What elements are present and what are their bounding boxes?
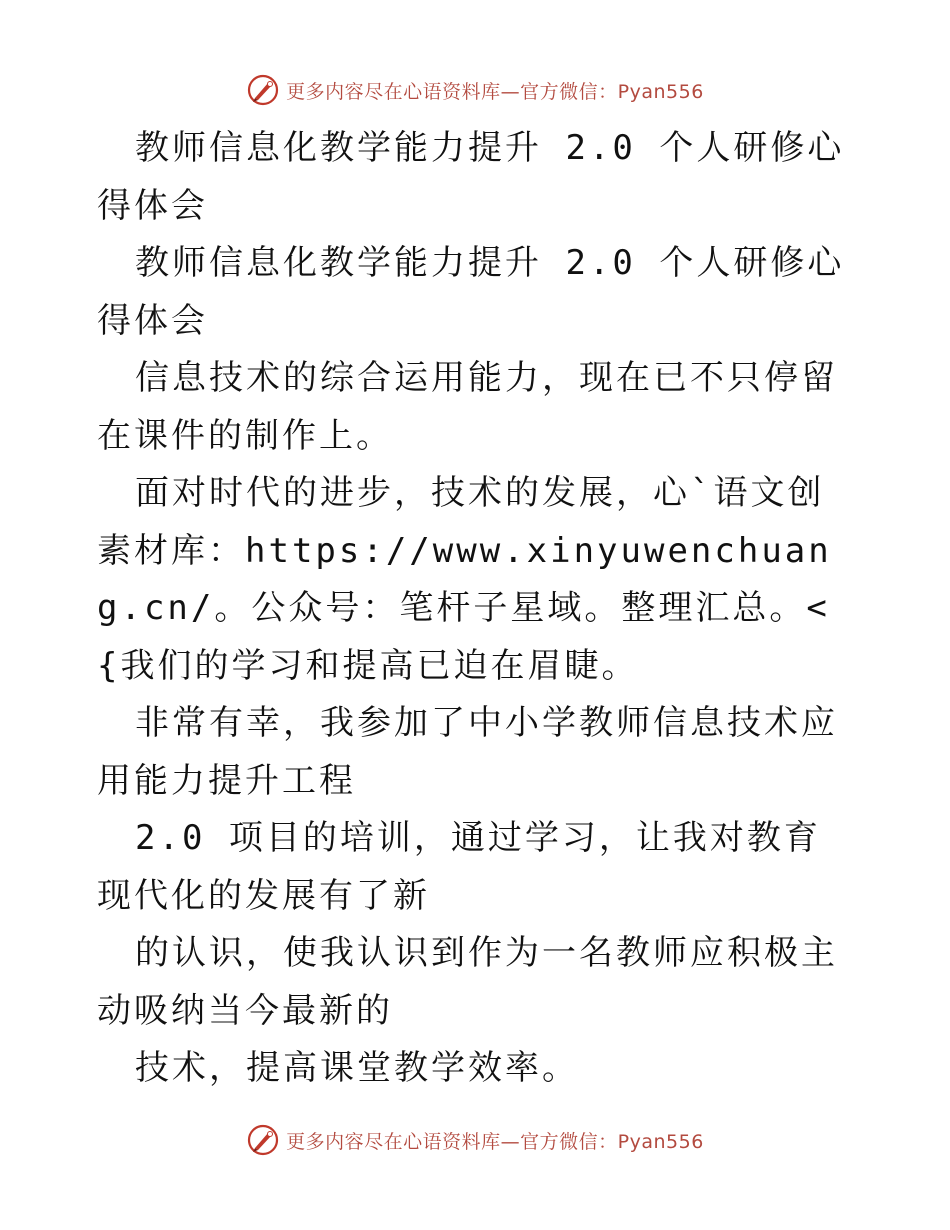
footer-banner — [0, 1120, 950, 1160]
paragraph: 面对时代的进步，技术的发展，心`语文创素材库：https://www.xinyuwenchuang.cn/。公众号：笔杆子星域。整理汇总。<{我们的学习和提高已迫在眉睫。 — [97, 473, 832, 686]
footer-banner-text: 更多内容尽在心语资料库—官方微信：Pyan556 — [286, 1130, 704, 1153]
header-banner-text: 更多内容尽在心语资料库—官方微信：Pyan556 — [286, 80, 704, 103]
document-body — [97, 120, 857, 1098]
paragraph: 非常有幸，我参加了中小学教师信息技术应用能力提升工程 — [97, 703, 838, 801]
paragraph-title: 教师信息化教学能力提升 2.0 个人研修心得体会 — [97, 128, 845, 226]
header-banner — [0, 70, 950, 110]
paragraph: 信息技术的综合运用能力，现在已不只停留在课件的制作上。 — [97, 358, 838, 456]
paragraph: 的认识，使我认识到作为一名教师应积极主动吸纳当今最新的 — [97, 933, 838, 1031]
pen-logo-icon — [246, 73, 280, 107]
paragraph-subtitle: 教师信息化教学能力提升 2.0 个人研修心得体会 — [97, 243, 845, 341]
pen-logo-icon — [246, 1123, 280, 1157]
paragraph: 2.0 项目的培训，通过学习，让我对教育现代化的发展有了新 — [97, 818, 821, 916]
paragraph: 技术，提高课堂教学效率。 — [135, 1048, 579, 1088]
